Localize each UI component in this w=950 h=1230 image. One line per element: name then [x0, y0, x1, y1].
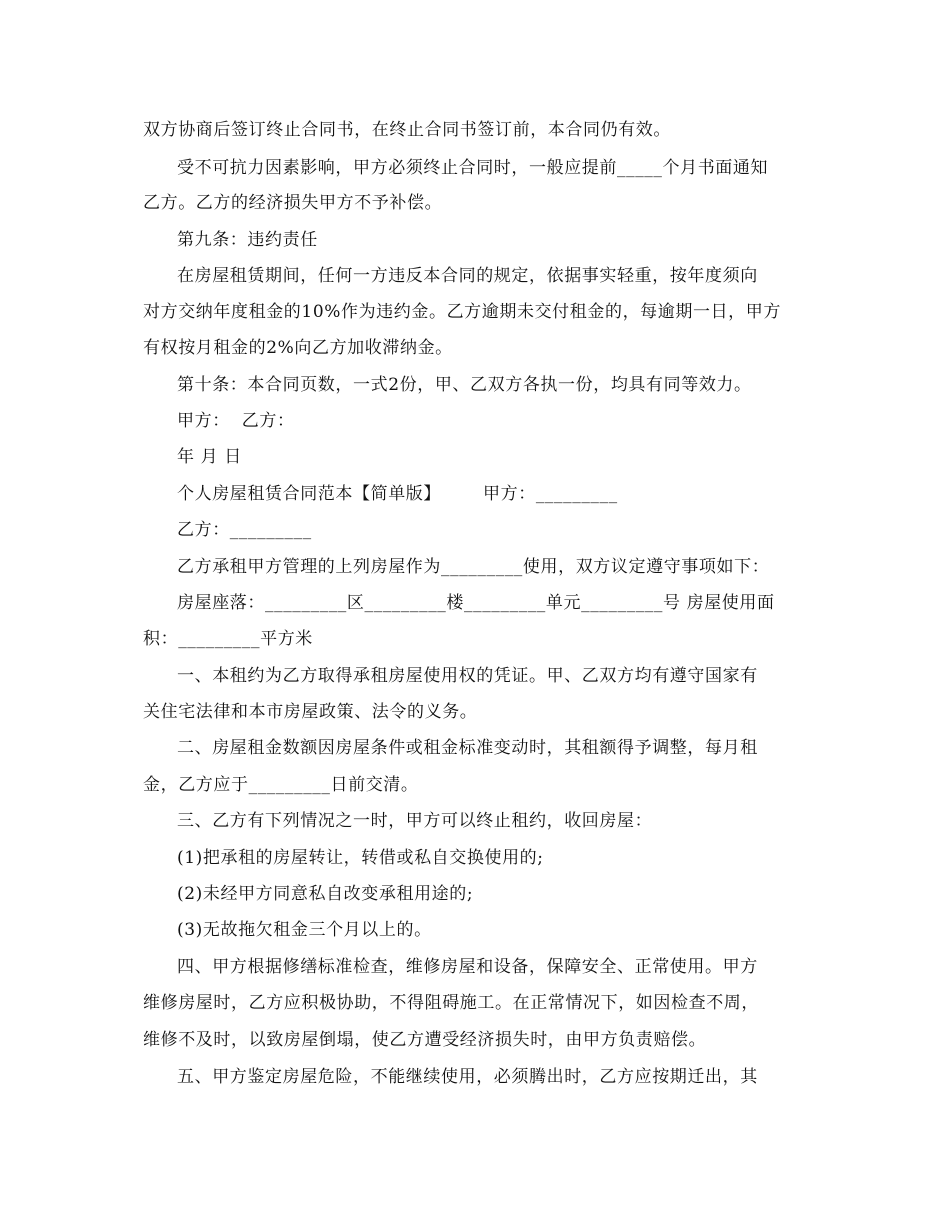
text-line: 关住宅法律和本市房屋政策、法令的义务。: [143, 702, 478, 722]
list-item: (3)无故拖欠租金三个月以上的。: [177, 920, 432, 940]
text-line: 受不可抗力因素影响，甲方必须终止合同时，一般应提前_____个月书面通知: [177, 158, 769, 178]
text-line: 第十条：本合同页数，一式2份，甲、乙双方各执一份，均具有同等效力。: [177, 375, 752, 395]
clause-item: 五、甲方鉴定房屋危险，不能继续使用，必须腾出时，乙方应按期迁出，其: [177, 1067, 758, 1087]
clause-item: 三、乙方有下列情况之一时，甲方可以终止租约，收回房屋：: [177, 811, 653, 831]
date-line: 年 月 日: [177, 447, 242, 467]
clause-item: 二、房屋租金数额因房屋条件或租金标准变动时，其租额得予调整，每月租: [177, 738, 758, 758]
text-line: 乙方：_________: [177, 520, 312, 540]
contract-title: 个人房屋租赁合同范本【简单版】 甲方：_________: [177, 484, 618, 504]
text-line: 双方协商后签订终止合同书，在终止合同书签订前，本合同仍有效。: [143, 120, 671, 140]
text-line: 维修房屋时，乙方应积极协助，不得阻碍施工。在正常情况下，如因检查不周，: [143, 993, 759, 1013]
section-heading: 第九条：违约责任: [177, 230, 318, 250]
text-line: 维修不及时，以致房屋倒塌，使乙方遭受经济损失时，由甲方负责赔偿。: [143, 1030, 707, 1050]
text-line: 有权按月租金的2%向乙方加收滞纳金。: [143, 338, 453, 358]
signature-line: 甲方： 乙方：: [177, 411, 295, 431]
text-line: 乙方承租甲方管理的上列房屋作为_________使用，双方议定遵守事项如下：: [177, 557, 770, 577]
text-line: 在房屋租赁期间，任何一方违反本合同的规定，依据事实轻重，按年度须向: [177, 266, 758, 286]
list-item: (1)把承租的房屋转让，转借或私自交换使用的;: [177, 848, 544, 868]
text-line: 乙方。乙方的经济损失甲方不予补偿。: [143, 193, 443, 213]
text-line: 房屋座落：_________区_________楼_________单元_________号 房屋使用面: [177, 593, 775, 613]
text-line: 积：_________平方米: [143, 629, 313, 649]
clause-item: 一、本租约为乙方取得承租房屋使用权的凭证。甲、乙双方均有遵守国家有: [177, 666, 758, 686]
text-line: 对方交纳年度租金的10%作为违约金。乙方逾期未交付租金的，每逾期一日，甲方: [143, 302, 781, 322]
clause-item: 四、甲方根据修缮标准检查，维修房屋和设备，保障安全、正常使用。甲方: [177, 957, 758, 977]
text-line: 金，乙方应于_________日前交清。: [143, 775, 419, 795]
list-item: (2)未经甲方同意私自改变承租用途的;: [177, 884, 474, 904]
